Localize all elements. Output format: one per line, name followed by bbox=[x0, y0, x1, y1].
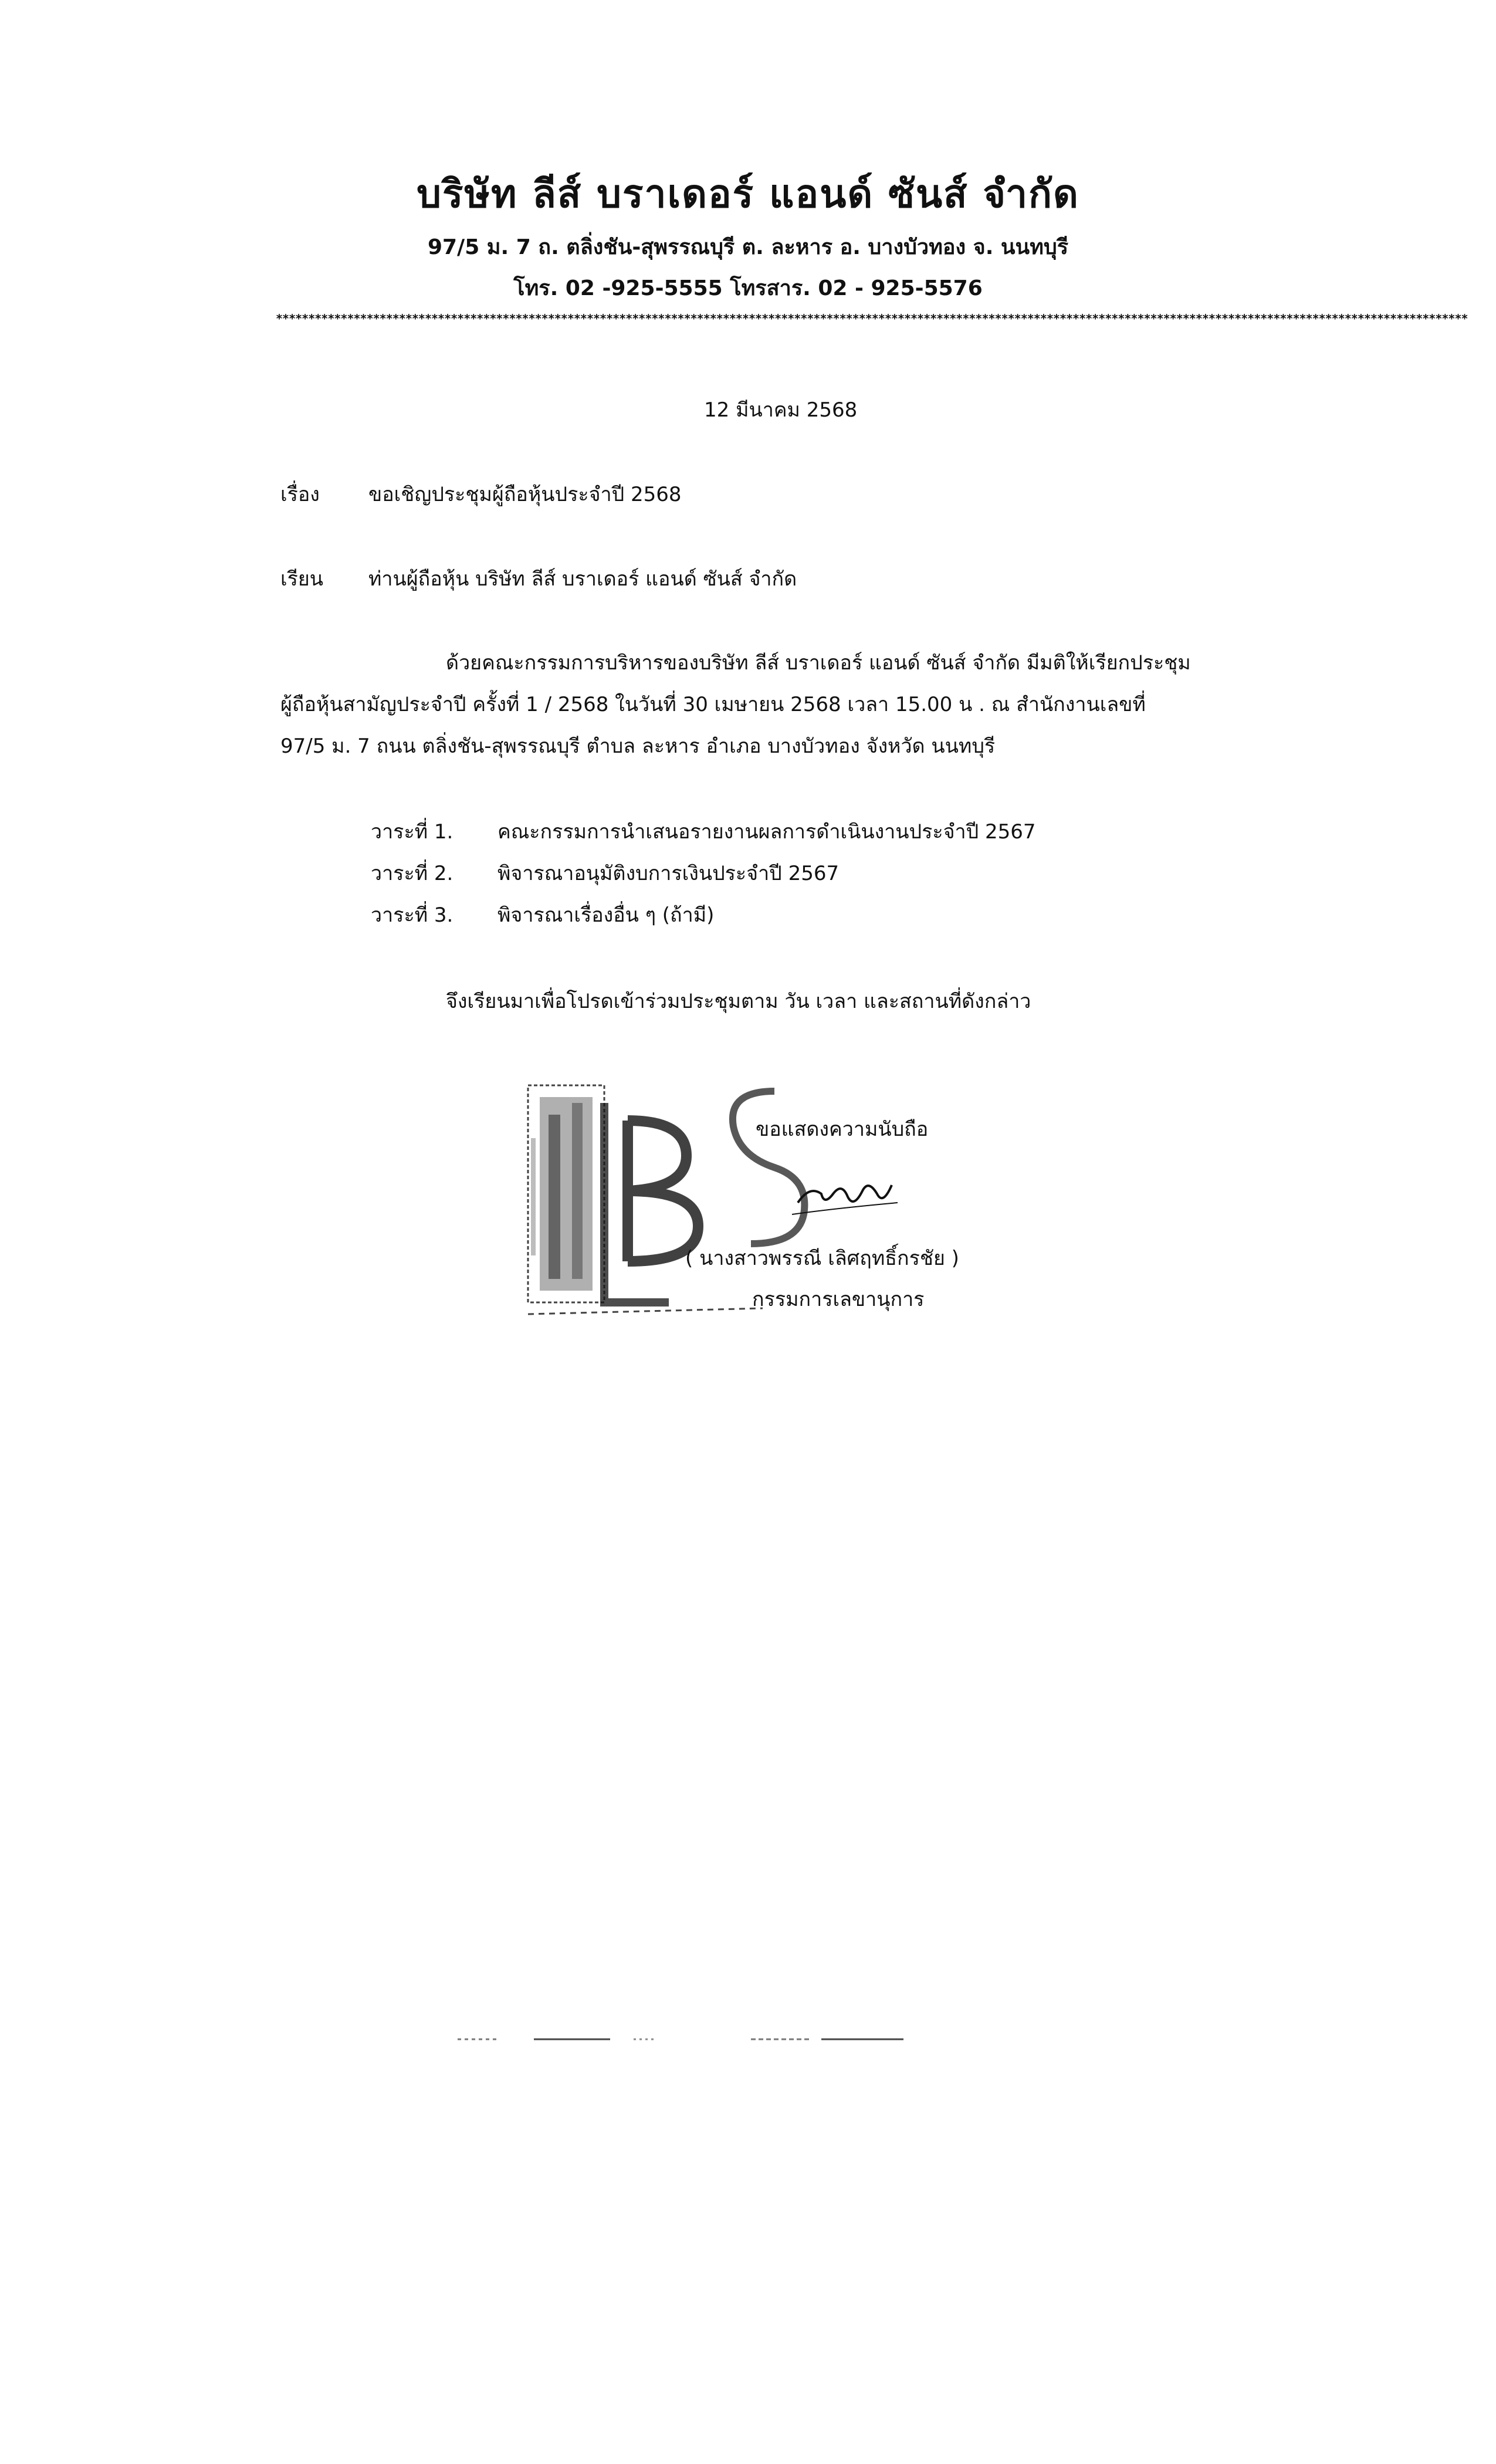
company-phone: โทร. 02 -925-5555 โทรสาร. 02 - 925-5576 bbox=[513, 276, 983, 300]
agenda-item-text: พิจารณาอนุมัติงบการเงินประจำปี 2567 bbox=[497, 862, 840, 885]
agenda-item-text: คณะกรรมการนำเสนอรายงานผลการดำเนินงานประจำปี 2567 bbox=[497, 820, 1036, 844]
stamp-letter-s bbox=[733, 1091, 805, 1244]
stamp-letter-b bbox=[628, 1121, 698, 1261]
stamp-letter-l bbox=[604, 1103, 669, 1302]
company-address: 97/5 ม. 7 ถ. ตลิ่งชัน-สุพรรณบุรี ต. ละหาร อ. บางบัวทอง จ. นนทบุรี bbox=[427, 235, 1069, 259]
signature-scribble bbox=[798, 1185, 892, 1203]
paragraph-line: ด้วยคณะกรรมการบริหารของบริษัท ลีส์ บราเดอร์ แอนด์ ซันส์ จำกัด มีมติให้เรียกประชุม bbox=[446, 651, 1191, 675]
agenda-item-label: วาระที่ 2. bbox=[371, 862, 453, 885]
footer-scan-artifact bbox=[458, 2036, 939, 2043]
recipient-label: เรียน bbox=[280, 567, 324, 591]
agenda-item-label: วาระที่ 3. bbox=[371, 903, 453, 927]
agenda-item-text: พิจารณาเรื่องอื่น ๆ (ถ้ามี) bbox=[497, 903, 715, 927]
closing-text: จึงเรียนมาเพื่อโปรดเข้าร่วมประชุมตาม วัน เวลา และสถานที่ดังกล่าว bbox=[446, 990, 1031, 1013]
subject-label: เรื่อง bbox=[280, 483, 320, 506]
agenda-item-label: วาระที่ 1. bbox=[371, 820, 453, 844]
letter-date: 12 มีนาคม 2568 bbox=[704, 398, 858, 422]
header-divider: **************************************************************************************************************************************************************************************** bbox=[276, 312, 1468, 326]
signer-title: กรรมการเลขานุการ bbox=[752, 1288, 925, 1311]
signer-name: ( นางสาวพรรณี เลิศฤทธิ์กรชัย ) bbox=[685, 1247, 959, 1270]
regards-text: ขอแสดงความนับถือ bbox=[756, 1118, 929, 1141]
company-name: บริษัท ลีส์ บราเดอร์ แอนด์ ซันส์ จำกัด bbox=[417, 171, 1079, 216]
paragraph-line: ผู้ถือหุ้นสามัญประจำปี ครั้งที่ 1 / 2568 ในวันที่ 30 เมษายน 2568 เวลา 15.00 น . ณ สำนักงานเลขที่ bbox=[280, 693, 1146, 716]
paragraph-line: 97/5 ม. 7 ถนน ตลิ่งชัน-สุพรรณบุรี ตำบล ละหาร อำเภอ บางบัวทอง จังหวัด นนทบุรี bbox=[280, 735, 996, 758]
recipient-text: ท่านผู้ถือหุ้น บริษัท ลีส์ บราเดอร์ แอนด์ ซันส์ จำกัด bbox=[368, 567, 797, 591]
stamp-texture bbox=[528, 1085, 604, 1302]
subject-text: ขอเชิญประชุมผู้ถือหุ้นประจำปี 2568 bbox=[368, 483, 682, 506]
